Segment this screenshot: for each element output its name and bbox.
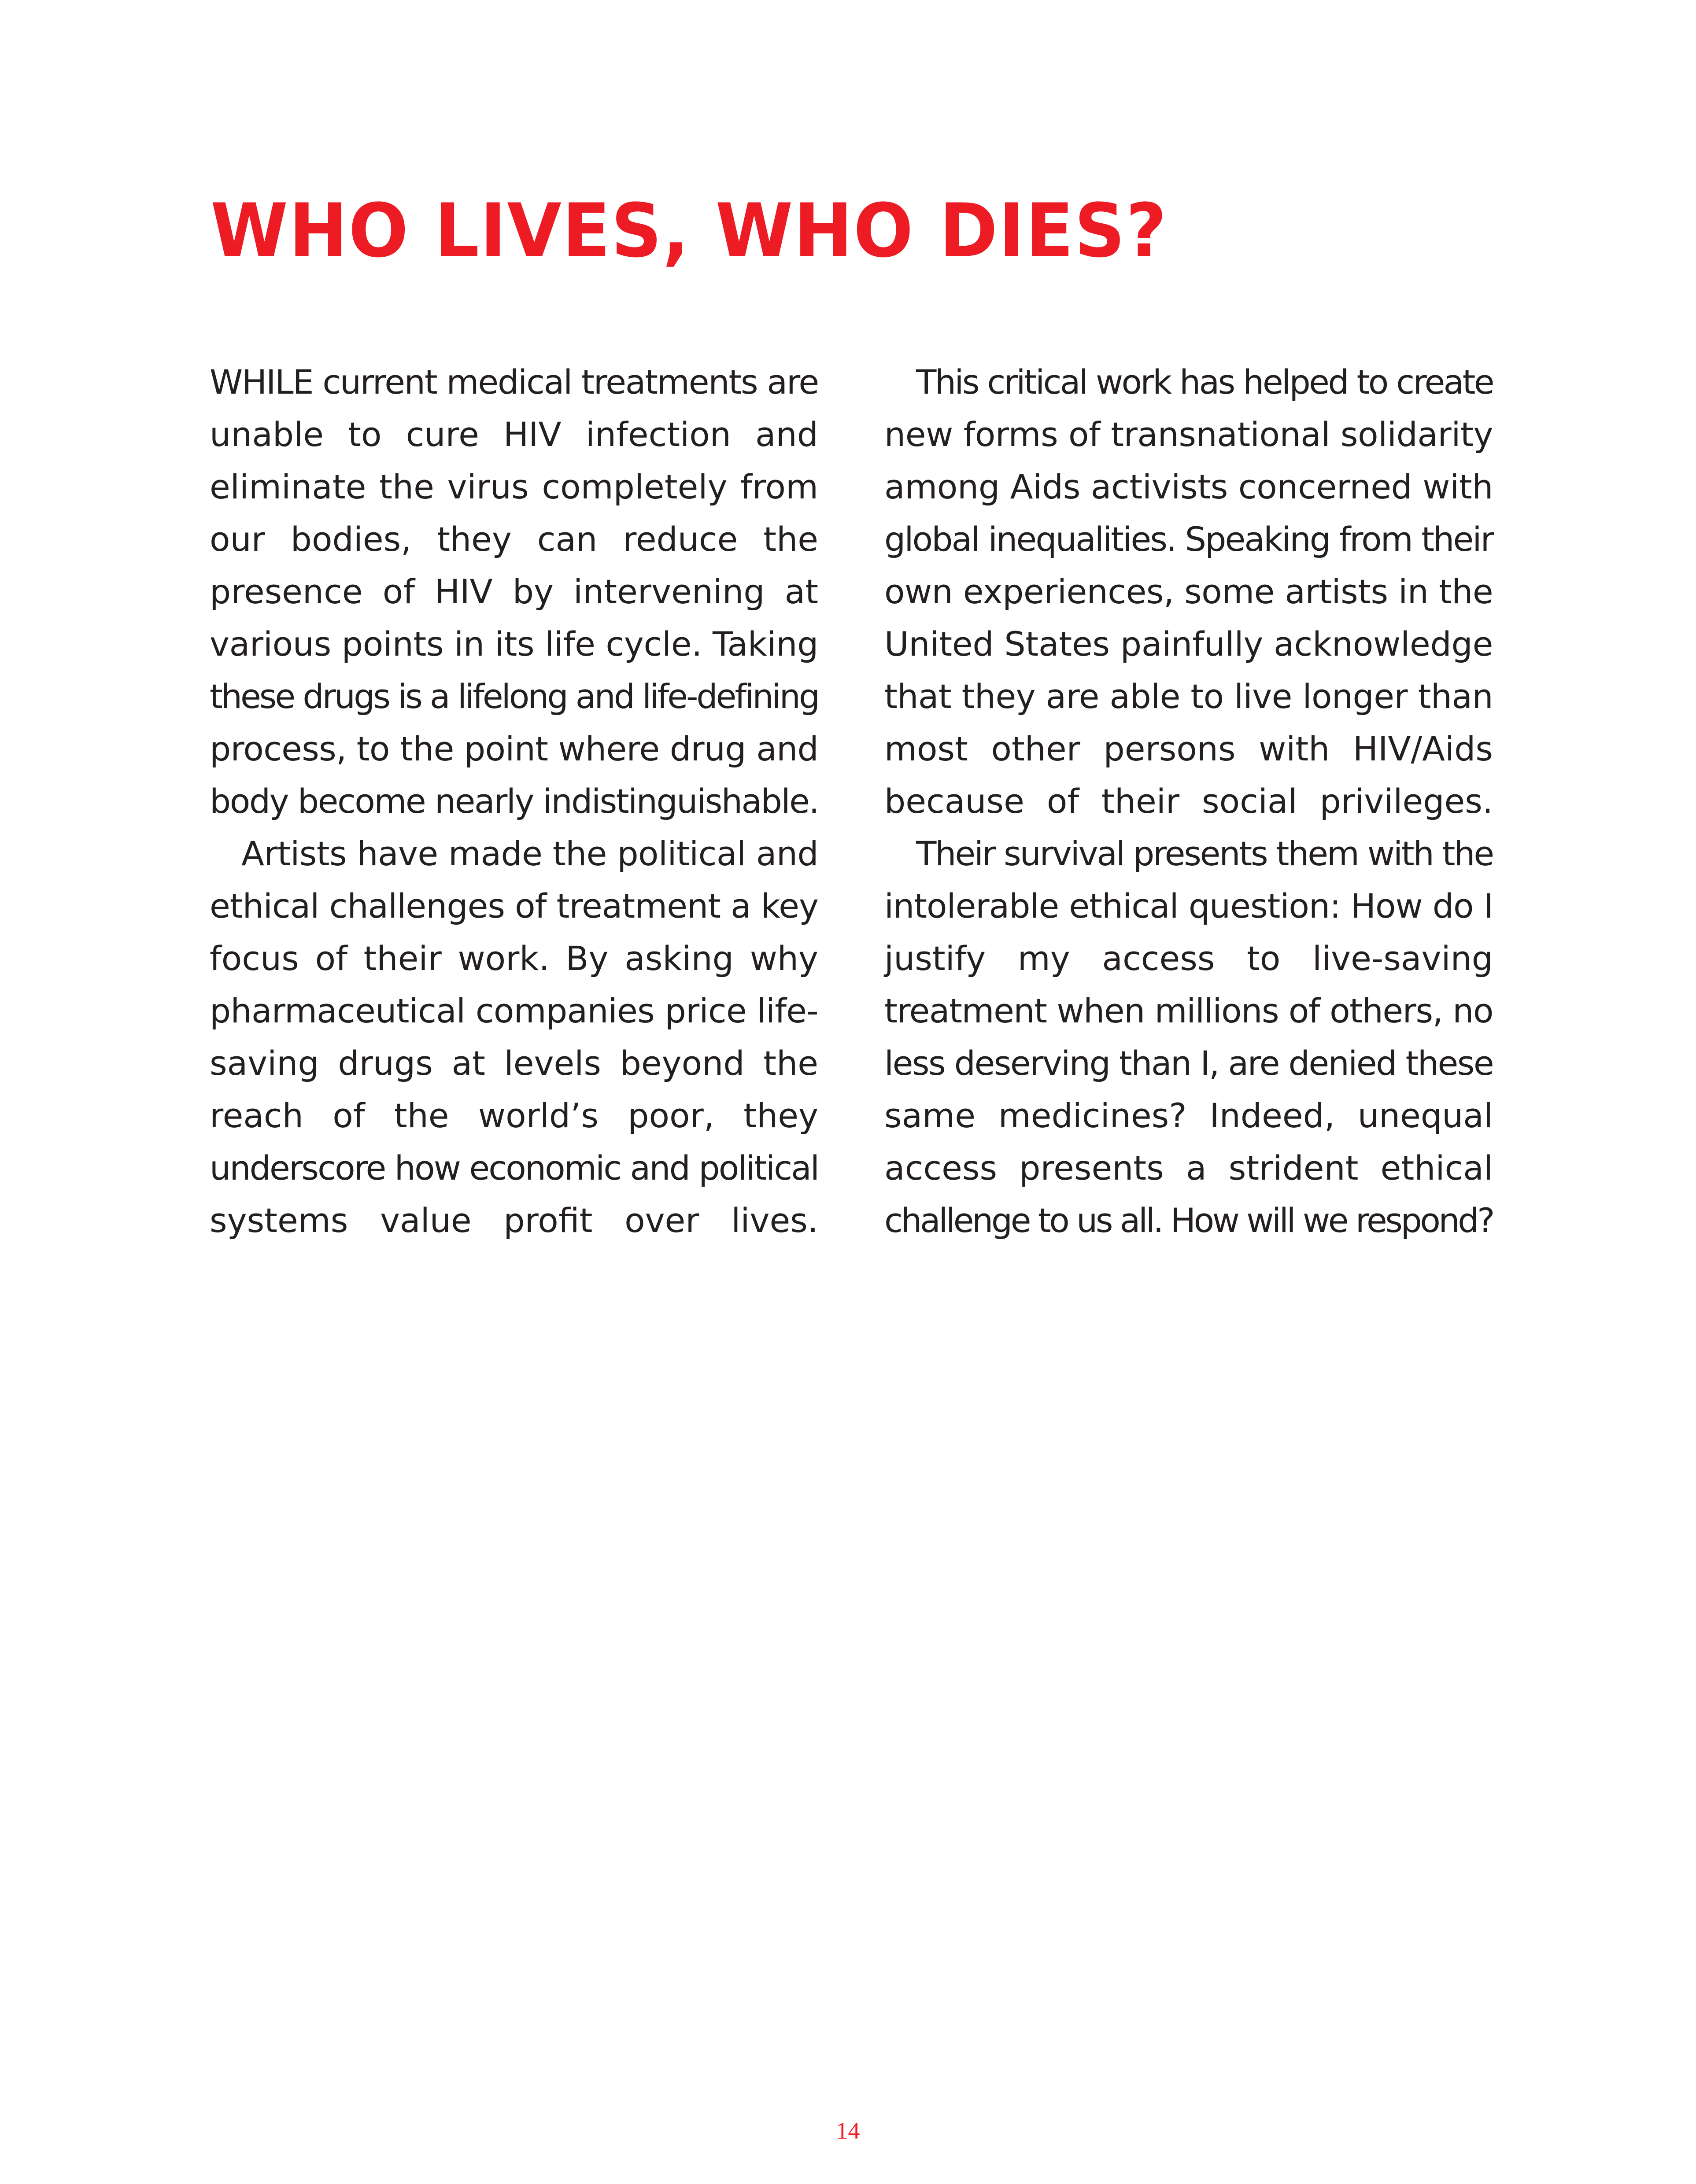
paragraph: [210, 827, 818, 1247]
text-line: body become nearly indistinguishable.: [210, 782, 819, 821]
text-line: WHILE current medical treatments are: [210, 362, 818, 402]
text-line: global inequalities. Speaking from their: [884, 520, 1493, 559]
text-line: Their survival presents them with the: [916, 834, 1493, 873]
text-line: reach of the world’s poor, they: [210, 1096, 818, 1135]
text-line: saving drugs at levels beyond the: [210, 1044, 818, 1083]
text-line: our bodies, they can reduce the: [210, 520, 818, 559]
text-line: focus of their work. By asking why: [210, 939, 818, 978]
text-line: This critical work has helped to create: [916, 362, 1493, 402]
text-line: presence of HIV by intervening at: [210, 572, 818, 611]
text-line: United States painfully acknowledge: [884, 624, 1493, 664]
text-line: challenge to us all. How will we respond?: [884, 1201, 1493, 1240]
text-line: because of their social privileges.: [884, 782, 1493, 821]
text-line: various points in its life cycle. Taking: [210, 624, 818, 664]
page-title: WHO LIVES, WHO DIES?: [211, 188, 1168, 274]
text-line: most other persons with HIV/Aids: [884, 729, 1493, 768]
text-line: among Aids activists concerned with: [884, 467, 1493, 506]
right-column: [884, 356, 1493, 1247]
text-line: treatment when millions of others, no: [884, 991, 1493, 1030]
text-line: pharmaceutical companies price life-: [210, 991, 818, 1030]
text-line: eliminate the virus completely from: [210, 467, 818, 506]
text-line: underscore how economic and political: [210, 1148, 819, 1188]
text-line: own experiences, some artists in the: [884, 572, 1493, 611]
text-line: new forms of transnational solidarity: [884, 415, 1493, 454]
text-line: intolerable ethical question: How do I: [884, 886, 1493, 926]
text-line: less deserving than I, are denied these: [884, 1044, 1493, 1083]
paragraph: [210, 356, 818, 827]
page-number: 14: [836, 2118, 860, 2144]
text-line: ethical challenges of treatment a key: [210, 886, 818, 926]
left-column: [210, 356, 818, 1247]
paragraph: [884, 356, 1493, 827]
text-line: same medicines? Indeed, unequal: [884, 1096, 1493, 1135]
paragraph: [884, 827, 1493, 1247]
text-line: process, to the point where drug and: [210, 729, 819, 768]
text-line: Artists have made the political and: [241, 834, 819, 873]
text-line: systems value profit over lives.: [210, 1201, 818, 1240]
text-line: these drugs is a lifelong and life-defining: [210, 677, 819, 716]
text-line: justify my access to live-saving: [884, 939, 1493, 978]
text-line: access presents a strident ethical: [884, 1148, 1493, 1188]
text-line: unable to cure HIV infection and: [210, 415, 818, 454]
text-line: that they are able to live longer than: [884, 677, 1493, 716]
